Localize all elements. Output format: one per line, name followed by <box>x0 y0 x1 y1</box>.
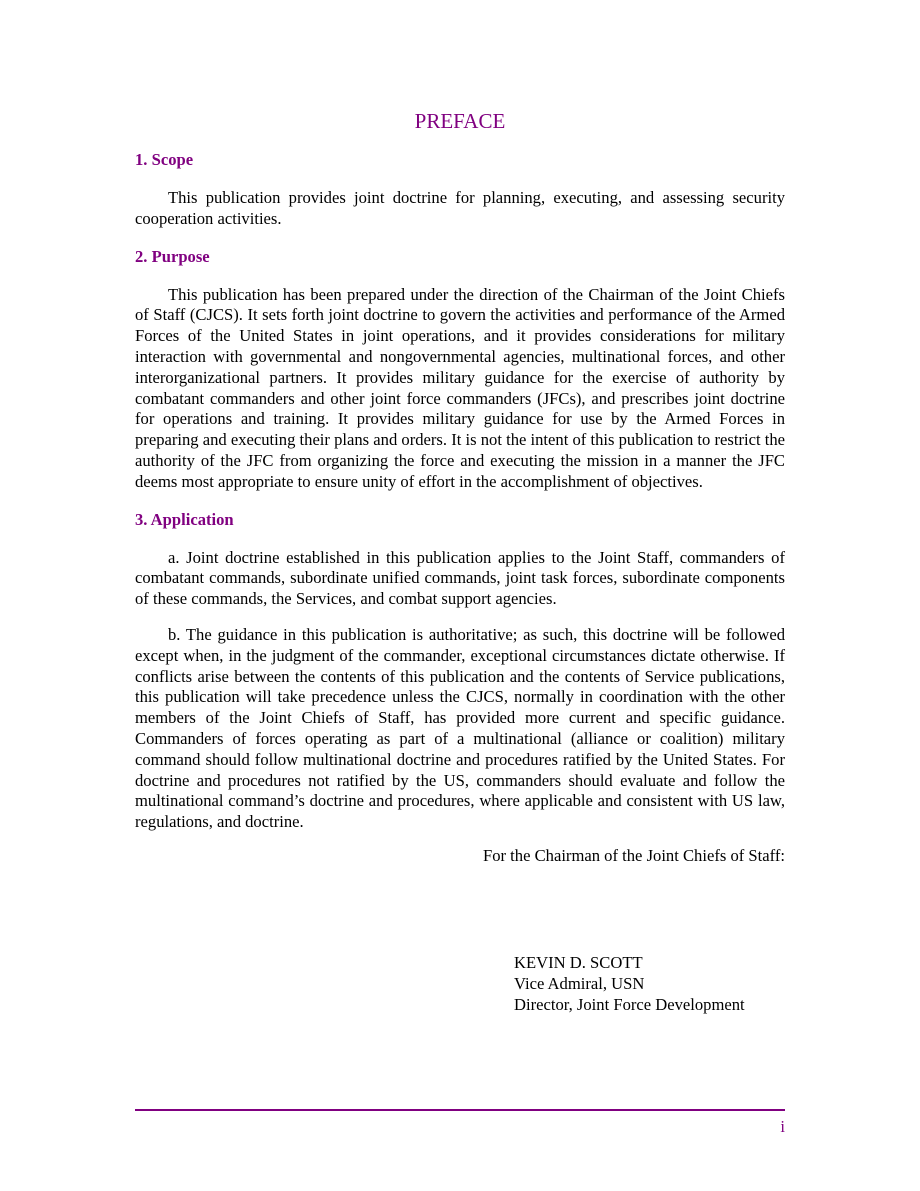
footer-divider <box>135 1109 785 1111</box>
application-paragraph-b: b. The guidance in this publication is authoritative; as such, this doctrine will be followed except when, in the judgment of the commander, exceptional circumstances dictate otherwise. If conflicts arise between the contents of this publication and the contents of Service publications, this publication will take precedence unless the CJCS, normally in coordination with the other members of the Joint Chiefs of Staff, has provided more current and specific guidance. Commanders of forces operating as part of a multinational (alliance or coalition) military command should follow multinational doctrine and procedures ratified by the United States. For doctrine and procedures not ratified by the US, commanders should evaluate and follow the multinational command’s doctrine and procedures, where applicable and consistent with US law, regulations, and doctrine. <box>135 624 785 832</box>
document-body <box>135 150 785 1015</box>
scope-paragraph: This publication provides joint doctrine for planning, executing, and assessing security cooperation activities. <box>135 188 785 228</box>
signature-rank: Vice Admiral, USN <box>514 973 645 993</box>
page-number: i <box>780 1117 785 1136</box>
section-heading-application: 3. Application <box>135 509 234 529</box>
section-heading-scope: 1. Scope <box>135 150 194 169</box>
closing-line: For the Chairman of the Joint Chiefs of Staff: <box>482 845 785 865</box>
signature-block <box>514 952 785 1015</box>
page-title: PREFACE <box>414 109 506 133</box>
signature-name: KEVIN D. SCOTT <box>514 952 643 972</box>
section-heading-purpose: 2. Purpose <box>135 246 210 266</box>
purpose-paragraph: This publication has been prepared under the direction of the Chairman of the Joint Chiefs of Staff (CJCS). It sets forth joint doctrine to govern the activities and performance of the Armed Forces of the United States in joint operations, and it provides considerations for military interaction with governmental and nongovernmental agencies, multinational forces, and other interorganizational partners. It provides military guidance for the exercise of authority by combatant commanders and other joint force commanders (JFCs), and prescribes joint doctrine for operations and training. It provides military guidance for use by the Armed Forces in preparing and executing their plans and orders. It is not the intent of this publication to restrict the authority of the JFC from organizing the force and executing the mission in a manner the JFC deems most appropriate to ensure unity of effort in the accomplishment of objectives. <box>135 284 785 491</box>
application-paragraph-a: a. Joint doctrine established in this publication applies to the Joint Staff, commanders of combatant commands, subordinate unified commands, joint task forces, subordinate components of these commands, the Services, and combat support agencies. <box>135 547 785 609</box>
signature-position: Director, Joint Force Development <box>514 994 745 1014</box>
